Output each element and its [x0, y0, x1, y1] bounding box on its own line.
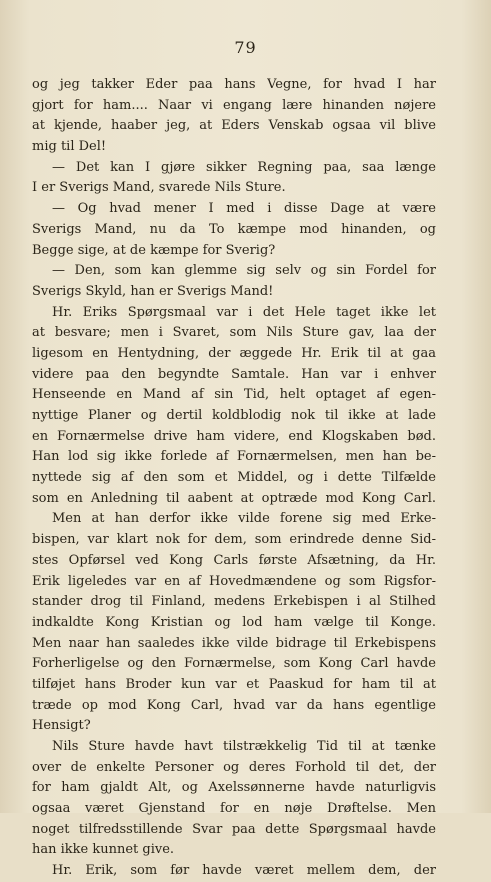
text-line: Sverigs Mand, nu da To kæmpe mod hinanden, og: [32, 221, 436, 237]
body-text: [32, 75, 436, 882]
text-line: Men at han derfor ikke vilde forene sig med Erke-: [52, 511, 436, 527]
text-line: Hr. Erik, som før havde været mellem dem, der: [52, 863, 436, 879]
text-line: Hr. Eriks Spørgsmaal var i det Hele taget ikke let: [52, 304, 436, 320]
text-line: gjort for ham.... Naar vi engang lære hinanden nøjere: [32, 97, 436, 113]
text-line: — Den, som kan glemme sig selv og sin Fordel for: [52, 263, 436, 279]
text-line: Han lod sig ikke forlede af Fornærmelsen, men han be-: [32, 449, 436, 465]
text-line: nyttede sig af den som et Middel, og i dette Tilfælde: [32, 470, 436, 486]
text-line: Forherligelse og den Fornærmelse, som Kong Carl havde: [32, 656, 436, 672]
text-line: træde op mod Kong Carl, hvad var da hans egentlige: [32, 697, 436, 713]
text-line: bispen, var klart nok for dem, som erindrede denne Sid-: [32, 532, 436, 548]
text-line: nyttige Planer og dertil koldblodig nok til ikke at lade: [32, 408, 436, 423]
text-line: han ikke kunnet give.: [32, 842, 175, 858]
text-line: for ham gjaldt Alt, og Axelssønnerne havde naturligvis: [32, 780, 436, 796]
text-line: at kjende, haaber jeg, at Eders Venskab ogsaa vil blive: [32, 118, 436, 134]
text-line: stes Opførsel ved Kong Carls første Afsætning, da Hr.: [32, 552, 436, 568]
text-line: tilføjet hans Broder kun var et Paaskud for ham til at: [32, 676, 436, 692]
text-line: Nils Sture havde havt tilstrækkelig Tid til at tænke: [52, 739, 436, 754]
text-line: en Fornærmelse drive ham videre, end Klogskaben bød.: [32, 428, 436, 444]
text-line: I er Sverigs Mand, svarede Nils Sture.: [32, 180, 286, 196]
text-line: noget tilfredsstillende Svar paa dette Spørgsmaal havde: [32, 821, 436, 837]
text-line: ligesom en Hentydning, der æggede Hr. Erik til at gaa: [32, 345, 436, 361]
text-line: Hensigt?: [32, 718, 91, 734]
text-line: — Og hvad mener I med i disse Dage at være: [52, 201, 436, 217]
page-number: 79: [234, 38, 257, 57]
text-line: over de enkelte Personer og deres Forhold til det, der: [32, 759, 436, 775]
text-line: som en Anledning til aabent at optræde mod Kong Carl.: [32, 490, 436, 506]
text-line: Begge sige, at de kæmpe for Sverig?: [32, 242, 276, 258]
text-line: indkaldte Kong Kristian og lod ham vælge til Konge.: [32, 614, 436, 630]
text-line: at besvare; men i Svaret, som Nils Sture gav, laa der: [32, 325, 436, 341]
text-line: videre paa den begyndte Samtale. Han var i enhver: [32, 366, 436, 382]
text-line: og jeg takker Eder paa hans Vegne, for hvad I har: [32, 77, 436, 92]
text-line: — Det kan I gjøre sikker Regning paa, saa længe: [52, 159, 436, 175]
text-line: Henseende en Mand af sin Tid, helt optaget af egen-: [32, 387, 436, 403]
text-line: stander drog til Finland, medens Erkebispen i al Stilhed: [32, 594, 436, 610]
text-line: Sverigs Skyld, han er Sverigs Mand!: [32, 283, 274, 299]
text-line: Erik ligeledes var en af Hovedmændene og som Rigsfor-: [32, 573, 436, 589]
text-line: Men naar han saaledes ikke vilde bidrage til Erkebispens: [32, 635, 436, 651]
text-line: ogsaa været Gjenstand for en nøje Drøftelse. Men: [32, 801, 436, 817]
text-line: mig til Del!: [32, 139, 107, 155]
